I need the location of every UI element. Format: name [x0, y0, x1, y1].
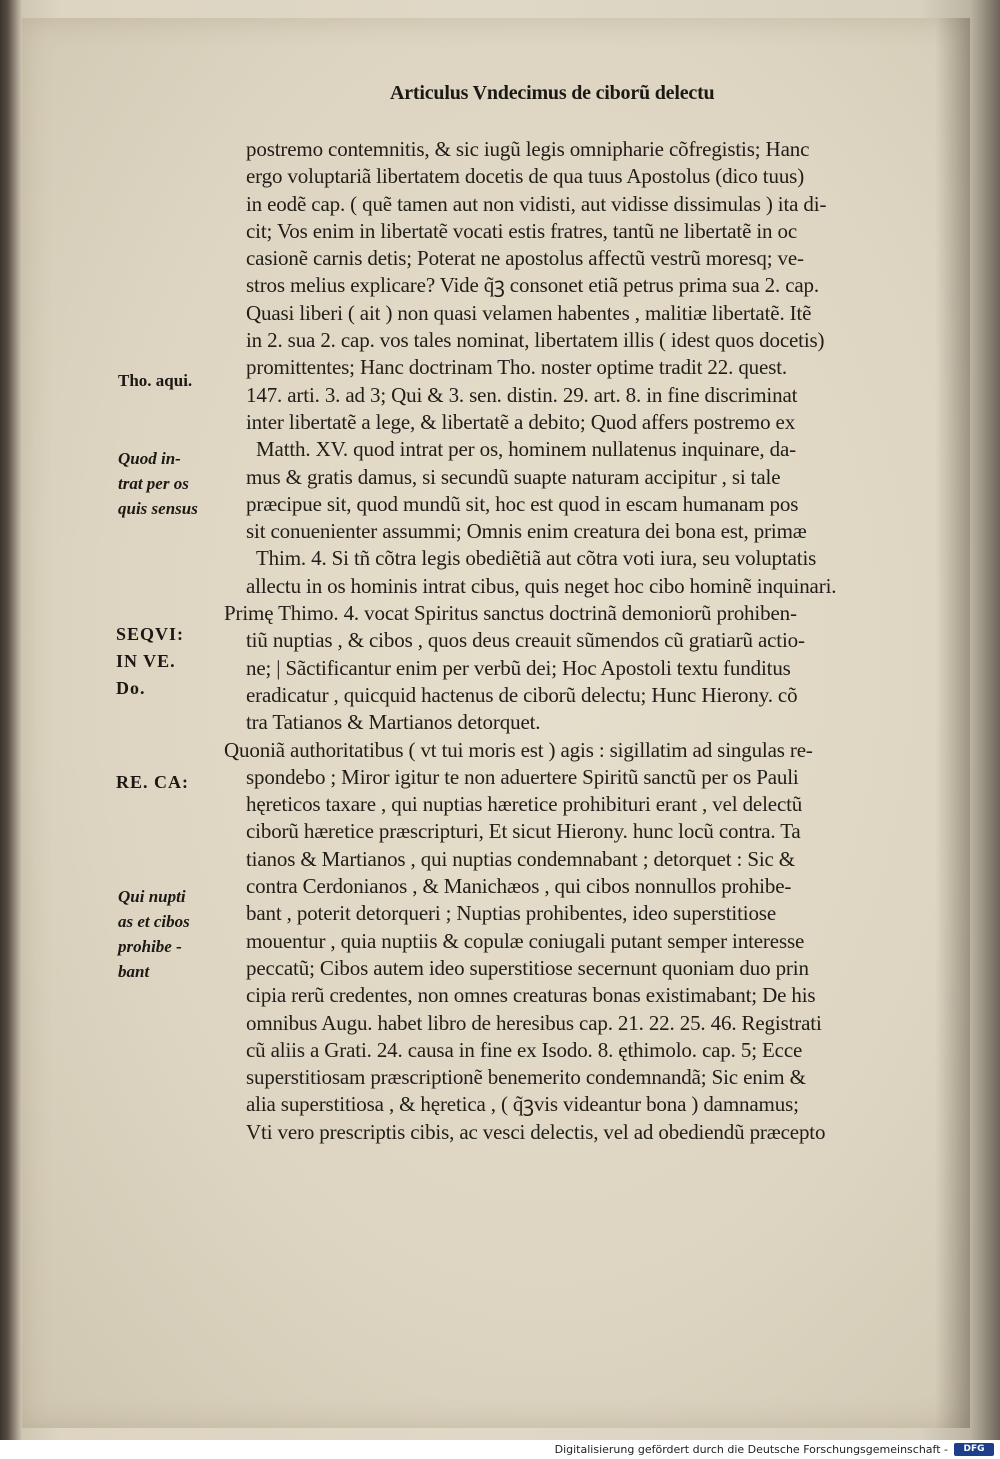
margin-note-line: quis sensus	[118, 499, 198, 518]
speaker-line: SEQVI:	[116, 624, 185, 644]
text-line: eradicatur , quicquid hactenus de ciborũ delectu; Hunc Hierony. cõ	[246, 682, 798, 707]
margin-note-line: prohibe -	[118, 937, 182, 956]
text-line: Primę Thimo. 4. vocat Spiritus sanctus doctrinã demoniorũ prohiben-	[224, 601, 797, 626]
text-line: Thim. 4. Si tñ cõtra legis obediẽtiã aut cõtra voti iura, seu voluptatis	[256, 546, 817, 571]
text-line: præcipue sit, quod mundũ sit, hoc est quod in escam humanam pos	[246, 491, 799, 516]
text-line: mus & gratis damus, si secundũ suapte naturam accipitur , si tale	[246, 464, 781, 489]
speaker-sequitur	[116, 621, 184, 702]
body-text	[224, 136, 960, 1146]
text-line: in 2. sua 2. cap. vos tales nominat, libertatem illis ( idest quos docetis)	[246, 328, 825, 353]
text-line: tianos & Martianos , qui nuptias condemnabant ; detorquet : Sic &	[246, 846, 795, 871]
text-line: alia superstitiosa , & hęretica , ( q̃ꝫvis videantur bona ) damnamus;	[246, 1092, 799, 1117]
text-line: omnibus Augu. habet libro de heresibus cap. 21. 22. 25. 46. Registrati	[246, 1010, 822, 1035]
text-line: contra Cerdonianos , & Manichæos , qui cibos nonnullos prohibe-	[246, 874, 792, 899]
text-line: sit conuenienter assummi; Omnis enim creatura dei bona est, primæ	[246, 519, 807, 544]
text-line: mouentur , quia nuptiis & copulæ coniugali putant semper interesse	[246, 928, 805, 953]
text-line: hęreticos taxare , qui nuptias hæretice prohibituri erant , vel delectũ	[246, 792, 803, 817]
text-line: bant , poterit detorqueri ; Nuptias prohibentes, ideo superstitiose	[246, 901, 777, 926]
text-line: cit; Vos enim in libertatẽ vocati estis fratres, tantũ ne libertatẽ in oc	[246, 218, 798, 243]
text-line: in eodẽ cap. ( quẽ tamen aut non vidisti, aut vidisse dissimulas ) ita di-	[246, 191, 827, 216]
footer-bar	[0, 1440, 1000, 1459]
text-line: allectu in os hominis intrat cibus, quis neget hoc cibo hominẽ inquinari.	[246, 573, 837, 598]
text-line: tra Tatianos & Martianos detorquet.	[246, 710, 541, 735]
speaker-line: IN VE.	[116, 651, 176, 671]
text-line: ne; | Sãctificantur enim per verbũ dei; Hoc Apostoli textu funditus	[246, 655, 791, 680]
text-line: Matth. XV. quod intrat per os, hominem nullatenus inquinare, da-	[256, 437, 796, 462]
text-line: peccatũ; Cibos autem ideo superstitiose secernunt quoniam duo prin	[246, 955, 809, 980]
running-title: Articulus Vndecimus de ciborũ delectu	[390, 82, 715, 104]
text-line: inter libertatẽ a lege, & libertatẽ a debito; Quod affers postremo ex	[246, 409, 796, 434]
margin-note-line: Qui nupti	[118, 887, 186, 906]
text-line: cipia rerũ credentes, non omnes creaturas bonas existimabant; De his	[246, 983, 816, 1008]
text-line: Quasi liberi ( ait ) non quasi velamen habentes , malitiæ libertatẽ. Itẽ	[246, 300, 812, 325]
text-line: ergo voluptariã libertatem docetis de qua tuus Apostolus (dico tuus)	[246, 164, 805, 189]
text-line: stros melius explicare? Vide q̃ꝫ consonet etiã petrus prima sua 2. cap.	[246, 273, 819, 298]
margin-note-nuptias	[118, 884, 190, 984]
funding-credit: Digitalisierung gefördert durch die Deutsche Forschungsgemeinschaft -	[554, 1443, 948, 1456]
speaker-line: Do.	[116, 678, 146, 698]
text-line: cũ aliis a Grati. 24. causa in fine ex Isodo. 8. ęthimolo. cap. 5; Ecce	[246, 1037, 803, 1062]
text-line: spondebo ; Miror igitur te non aduertere Spiritũ sanctũ per os Pauli	[246, 764, 799, 789]
text-line: 147. arti. 3. ad 3; Qui & 3. sen. distin. 29. art. 8. in fine discriminat	[246, 382, 798, 407]
margin-note-line: bant	[118, 962, 150, 981]
margin-note-line: Quod in-	[118, 449, 181, 468]
text-line: ciborũ hæretice præscripturi, Et sicut Hierony. hunc locũ contra. Ta	[246, 819, 801, 844]
dfg-logo: DFG	[954, 1443, 994, 1456]
text-line: tiũ nuptias , & cibos , quos deus creauit sũmendos cũ gratiarũ actio-	[246, 628, 805, 653]
text-line: postremo contemnitis, & sic iugũ legis omnipharie cõfregistis; Hanc	[246, 137, 810, 161]
text-line: casionẽ carnis detis; Poterat ne apostolus affectũ vestrũ moresq; ve-	[246, 246, 804, 271]
speaker-recapitulatio: RE. CA:	[116, 772, 189, 792]
margin-note-line: trat per os	[118, 474, 189, 493]
margin-note-quod-intrat	[118, 446, 198, 521]
text-line: Vti vero prescriptis cibis, ac vesci delectis, vel ad obediendũ præcepto	[246, 1119, 826, 1144]
text-line: superstitiosam præscriptionẽ benemerito condemnandã; Sic enim &	[246, 1065, 806, 1090]
margin-note-thomas: Tho. aqui.	[118, 371, 193, 390]
text-line: promittentes; Hanc doctrinam Tho. noster optime tradit 22. quest.	[246, 355, 787, 380]
margin-note-line: as et cibos	[118, 912, 190, 931]
text-line: Quoniã authoritatibus ( vt tui moris est ) agis : sigillatim ad singulas re-	[224, 737, 813, 762]
